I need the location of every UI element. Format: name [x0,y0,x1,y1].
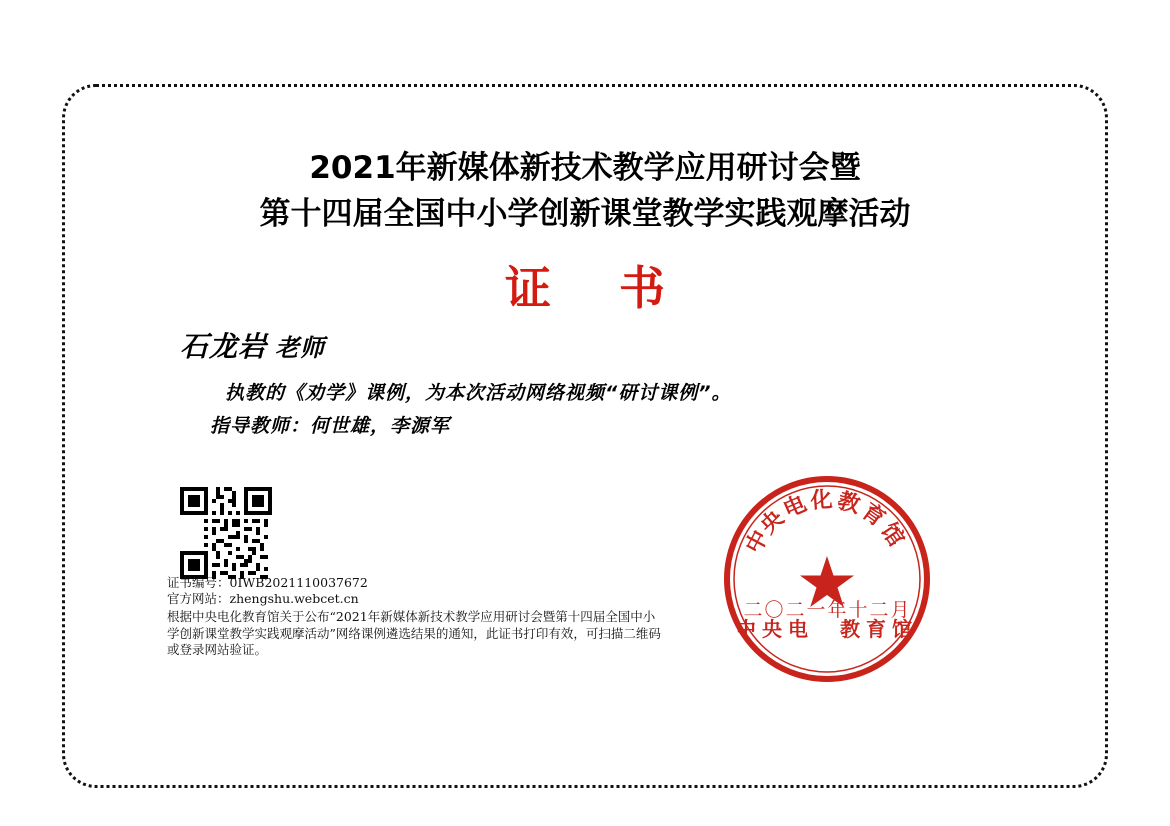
body-line-2: 指导教师：何世雄，李源军 [210,415,451,437]
certificate-meta [167,575,667,659]
seal-date: 二〇二一年十二月 [743,599,912,621]
body-line-1: 执教的《劝学》课例，为本次活动网络视频“研讨课例”。 [225,382,732,404]
svg-text:教: 教 [834,487,863,519]
certificate-content [65,87,1105,785]
recipient-name: 石龙岩 [180,330,268,363]
certificate-heading: 证 书 [504,261,691,315]
certificate-border [62,84,1108,788]
svg-text:中央电 教育馆: 中央电 教育馆 [736,617,918,641]
website-value[interactable]: zhengshu.webcet.cn [229,591,359,606]
website-row [167,591,667,607]
cert-number-label: 证书编号： [167,575,230,590]
svg-text:中: 中 [740,526,774,558]
recipient-honorific: 老师 [275,334,326,362]
svg-text:电: 电 [779,490,811,524]
qr-code-icon[interactable] [180,487,272,579]
website-label: 官方网站： [167,591,230,606]
cert-number-row [167,575,667,591]
svg-text:央: 央 [755,505,790,540]
verification-note: 根据中央电化教育馆关于公布“2021年新媒体新技术教学应用研讨会暨第十四届全国中小学创新课堂教学实践观摩活动”网络课例遴选结果的通知，此证书打印有效，可扫描二维码或登录网站验证。 [167,609,661,657]
svg-text:馆: 馆 [875,518,910,552]
cert-number-value: 0IWB2021110037672 [229,575,368,590]
official-seal-icon [720,472,935,687]
recipient-block [180,325,325,365]
title-line-1: 2021年新媒体新技术教学应用研讨会暨 [309,150,861,186]
svg-text:化: 化 [809,486,834,514]
svg-text:育: 育 [856,498,890,533]
certificate-title [65,145,1105,237]
title-line-2: 第十四届全国中小学创新课堂教学实践观摩活动 [259,196,911,232]
